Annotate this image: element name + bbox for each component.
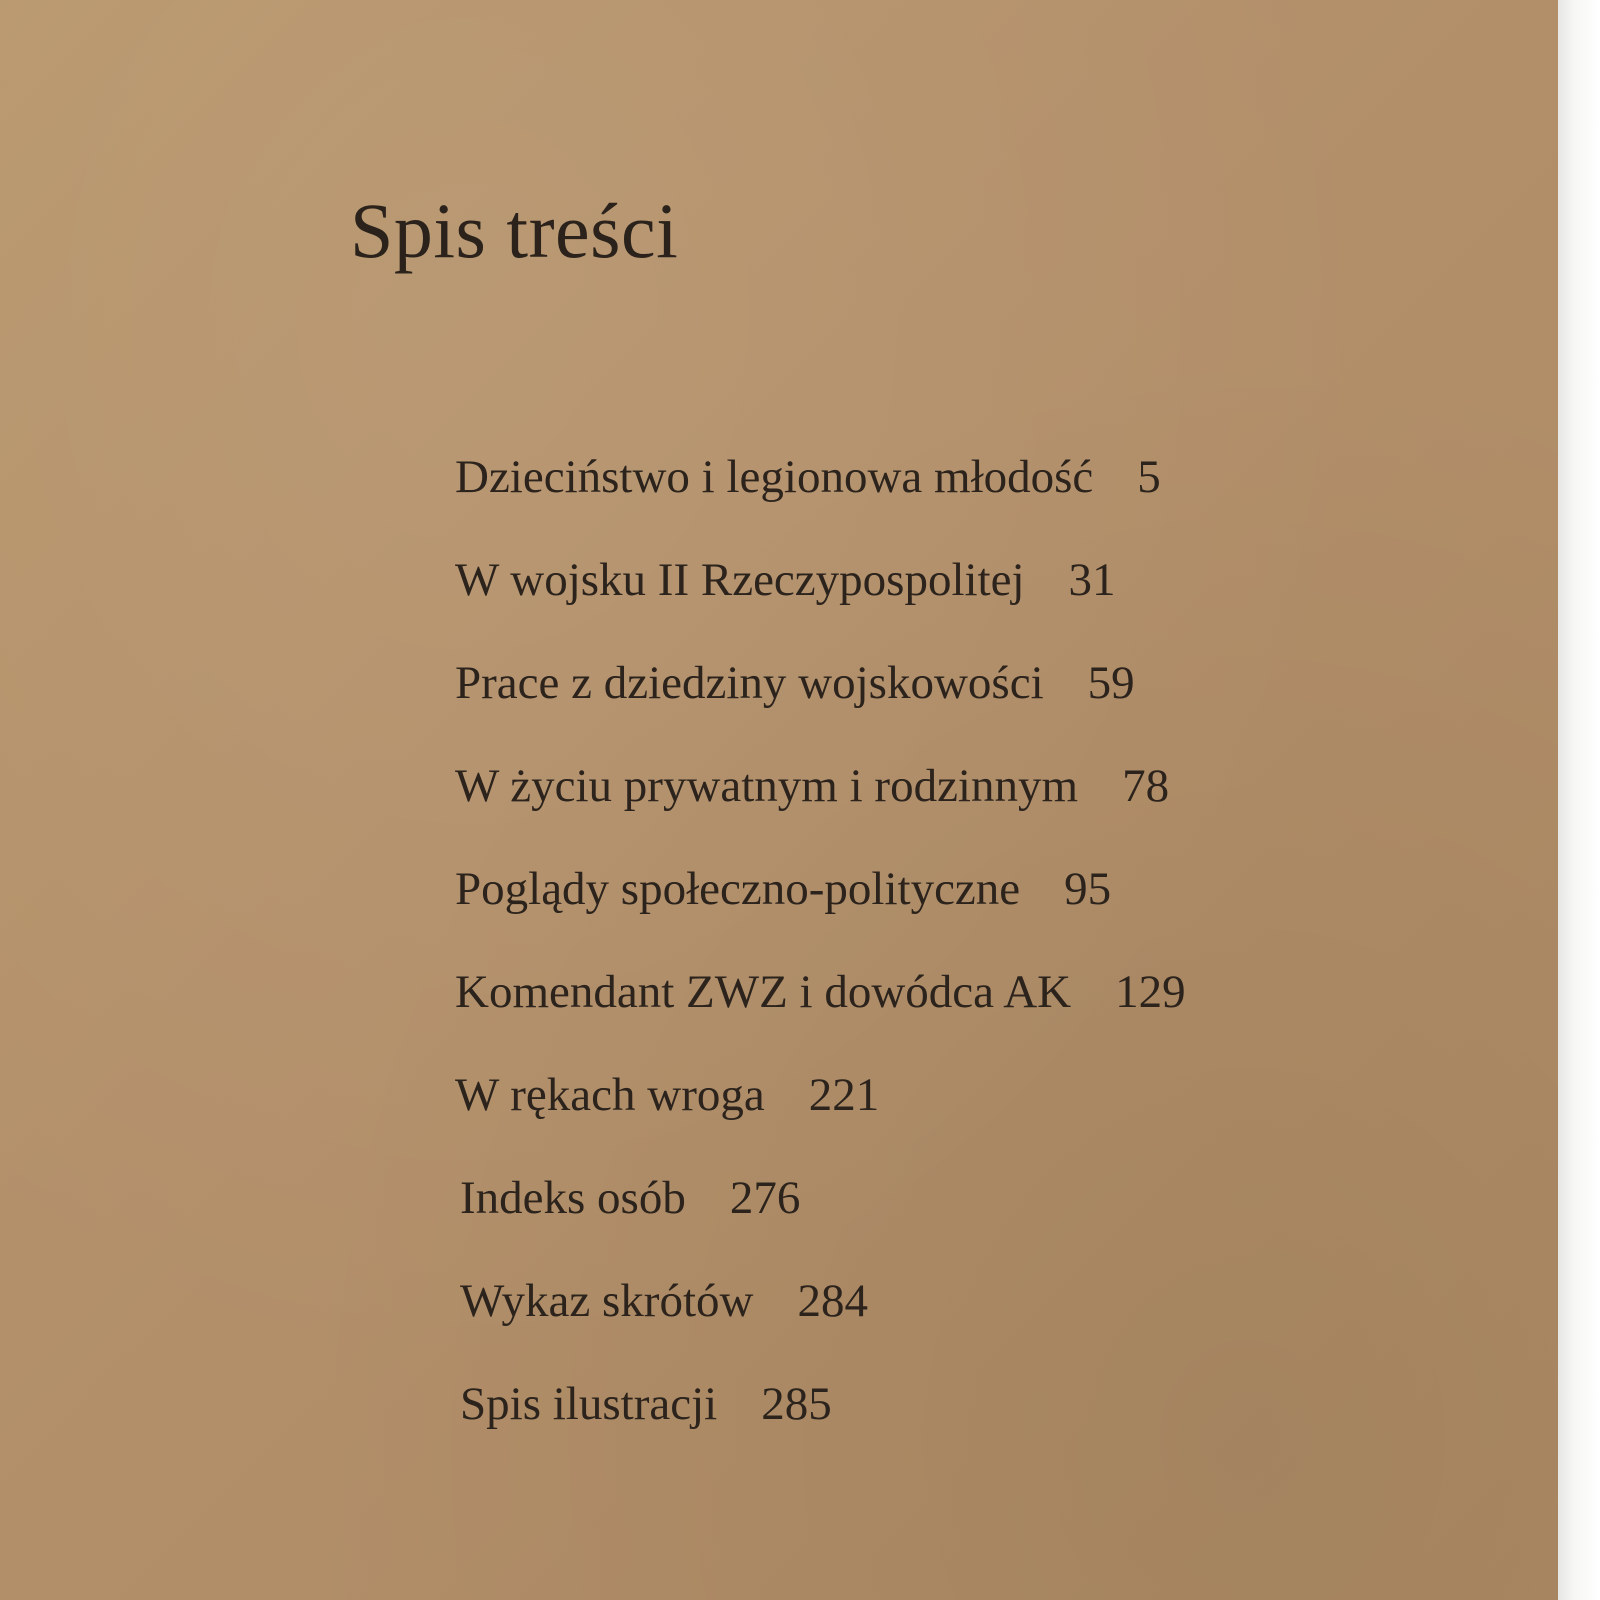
chapter-title <box>455 965 1186 1019</box>
chapter-title <box>455 656 1135 710</box>
page-number: 5 <box>1137 451 1161 503</box>
chapter-title <box>455 1068 879 1122</box>
page-number: 276 <box>729 1172 801 1224</box>
section-title-text: Wykaz skrótów <box>460 1275 754 1327</box>
page-edge-background <box>1558 0 1600 1600</box>
chapter-title-text: Komendant ZWZ i dowódca AK <box>455 966 1072 1018</box>
chapter-title <box>455 553 1116 607</box>
section-title <box>460 1377 832 1431</box>
chapter-title-text: Poglądy społeczno-polityczne <box>455 863 1021 915</box>
chapter-title-text: W wojsku II Rzeczypospolitej <box>455 554 1025 606</box>
page-number: 221 <box>808 1069 880 1121</box>
page-number: 285 <box>761 1378 832 1430</box>
chapter-title <box>455 450 1161 504</box>
section-title <box>460 1274 868 1328</box>
chapter-title <box>455 862 1111 916</box>
chapter-title-text: W rękach wroga <box>455 1069 765 1121</box>
page-title: Spis treści <box>350 187 679 274</box>
chapter-title-text: W życiu prywatnym i rodzinnym <box>455 760 1079 812</box>
section-title-text: Indeks osób <box>460 1172 686 1224</box>
chapter-title-text: Dzieciństwo i legionowa młodość <box>455 451 1094 503</box>
section-title <box>460 1171 800 1225</box>
page-number: 78 <box>1122 760 1170 812</box>
chapter-title-text: Prace z dziedziny wojskowości <box>455 657 1044 709</box>
page-number: 31 <box>1068 554 1116 606</box>
page-number: 284 <box>797 1275 868 1327</box>
chapter-title <box>455 759 1169 813</box>
page-number: 95 <box>1064 863 1112 915</box>
page-number: 129 <box>1115 966 1186 1018</box>
page-number: 59 <box>1087 657 1135 709</box>
section-title-text: Spis ilustracji <box>460 1378 718 1430</box>
